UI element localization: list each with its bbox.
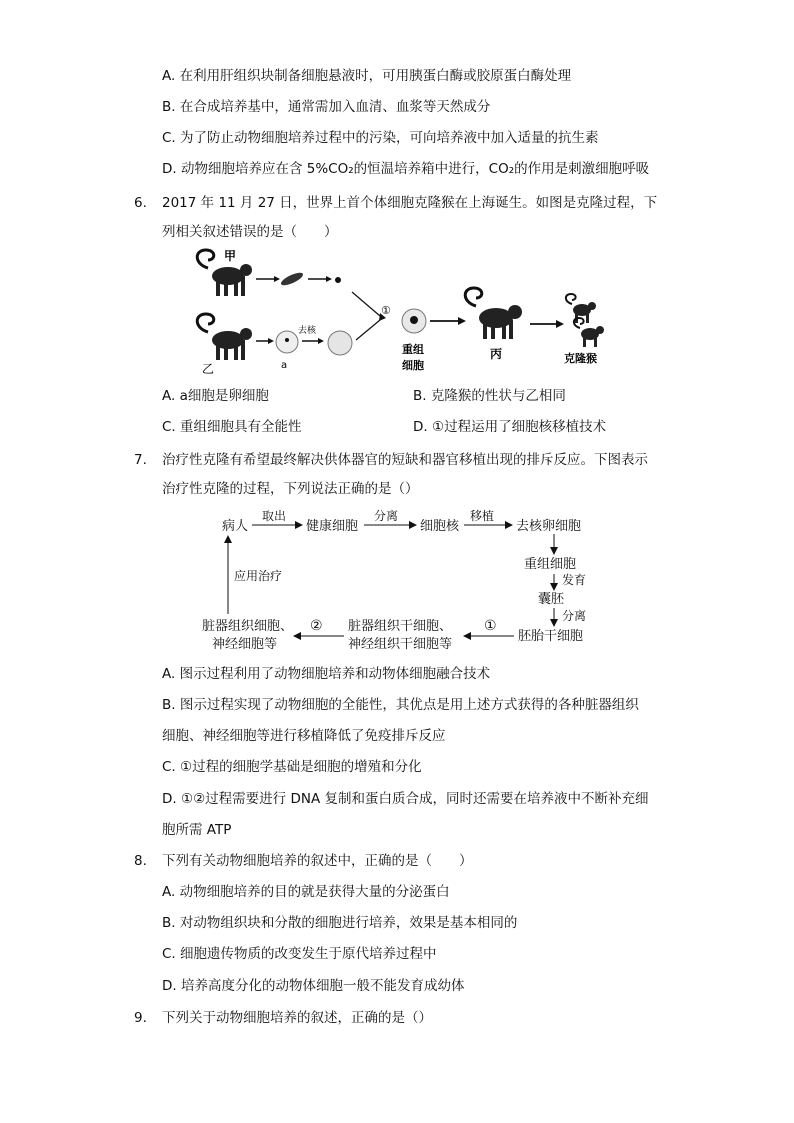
edge-take: 取出 [262, 509, 287, 523]
edge-separate-2: 分离 [562, 609, 587, 623]
node-patient: 病人 [222, 519, 249, 534]
label-bing: 丙 [490, 347, 503, 361]
node-nucleus: 细胞核 [420, 519, 460, 534]
edge-step1: ① [484, 618, 497, 634]
node-organ-stem-2: 神经组织干细胞等 [348, 637, 453, 652]
edge-develop: 发育 [562, 573, 587, 587]
node-embryonic-stem-cells: 胚胎干细胞 [518, 629, 584, 644]
edge-separate-1: 分离 [374, 509, 399, 523]
option-a: A. 在利用肝组织块制备细胞悬液时，可用胰蛋白酶或胶原蛋白酶处理 [162, 68, 572, 84]
nucleus-icon [335, 277, 341, 283]
node-blastocyst: 囊胚 [538, 592, 565, 607]
edge-step2: ② [310, 618, 323, 634]
question-number: 6. [134, 195, 147, 211]
q8-option-c: C. 细胞遗传物质的改变发生于原代培养过程中 [162, 946, 437, 962]
cloned-monkey-icon [566, 294, 604, 347]
edge-transplant: 移植 [470, 509, 495, 523]
question-number: 8. [134, 853, 147, 869]
node-recombinant-cell: 重组细胞 [524, 557, 577, 572]
q7-option-c: C. ①过程的细胞学基础是细胞的增殖和分化 [162, 759, 422, 775]
label-a: a [281, 360, 288, 371]
cloning-diagram [186, 246, 616, 376]
question-stem: 下列关于动物细胞培养的叙述，正确的是（） [162, 1010, 432, 1026]
label-step1: ① [381, 304, 391, 317]
node-healthy-cells: 健康细胞 [306, 519, 359, 534]
q6-option-b: B. 克隆猴的性状与乙相同 [413, 388, 566, 404]
question-stem: 2017 年 11 月 27 日，世界上首个体细胞克隆猴在上海诞生。如图是克隆过程，下 [162, 195, 658, 211]
question-stem: 列相关叙述错误的是（ ） [162, 224, 338, 240]
label-chongzu-2: 细胞 [402, 359, 424, 372]
q7-option-b-cont: 细胞、神经细胞等进行移植降低了免疫排斥反应 [162, 728, 446, 744]
label-quhe: 去核 [298, 326, 317, 336]
q8-option-a: A. 动物细胞培养的目的就是获得大量的分泌蛋白 [162, 884, 450, 900]
therapeutic-cloning-flowchart [190, 500, 620, 660]
option-b: B. 在合成培养基中，通常需加入血清、血浆等天然成分 [162, 99, 491, 115]
question-stem: 下列有关动物细胞培养的叙述中，正确的是（ ） [162, 853, 473, 869]
q6-option-a: A. a细胞是卵细胞 [162, 388, 269, 404]
question-number: 7. [134, 452, 147, 468]
node-enucleated-egg: 去核卵细胞 [516, 519, 582, 534]
q8-option-d: D. 培养高度分化的动物体细胞一般不能发育成幼体 [162, 978, 465, 994]
q7-option-b: B. 图示过程实现了动物细胞的全能性，其优点是用上述方式获得的各种脏器组织 [162, 697, 639, 713]
q7-option-a: A. 图示过程利用了动物细胞培养和动物体细胞融合技术 [162, 666, 491, 682]
somatic-cell-icon [279, 270, 304, 287]
question-number: 9. [134, 1010, 147, 1026]
q7-option-d: D. ①②过程需要进行 DNA 复制和蛋白质合成，同时还需要在培养液中不断补充细 [162, 791, 649, 807]
label-chongzu-1: 重组 [402, 343, 424, 356]
q8-option-b: B. 对动物组织块和分散的细胞进行培养，效果是基本相同的 [162, 915, 518, 931]
q6-option-d: D. ①过程运用了细胞核移植技术 [413, 419, 607, 435]
label-yi: 乙 [202, 362, 215, 376]
node-organ-cells-2: 神经细胞等 [212, 637, 278, 652]
node-organ-stem-1: 脏器组织干细胞、 [348, 619, 453, 634]
enucleated-egg-icon [328, 331, 352, 355]
monkey-yi-icon [197, 314, 252, 360]
node-organ-cells-1: 脏器组织细胞、 [202, 619, 294, 634]
question-stem: 治疗性克隆的过程，下列说法正确的是（） [162, 481, 419, 497]
option-c: C. 为了防止动物细胞培养过程中的污染，可向培养液中加入适量的抗生素 [162, 130, 599, 146]
q6-option-c: C. 重组细胞具有全能性 [162, 419, 302, 435]
label-jia: 甲 [224, 249, 237, 263]
question-stem: 治疗性克隆有希望最终解决供体器官的短缺和器官移植出现的排斥反应。下图表示 [162, 452, 648, 468]
option-d: D. 动物细胞培养应在含 5%CO₂的恒温培养箱中进行，CO₂的作用是刺激细胞呼吸 [162, 161, 650, 177]
edge-treat: 应用治疗 [234, 569, 283, 583]
label-kelonghou: 克隆猴 [564, 352, 597, 365]
q7-option-d-cont: 胞所需 ATP [162, 822, 232, 838]
monkey-bing-icon [465, 288, 522, 339]
